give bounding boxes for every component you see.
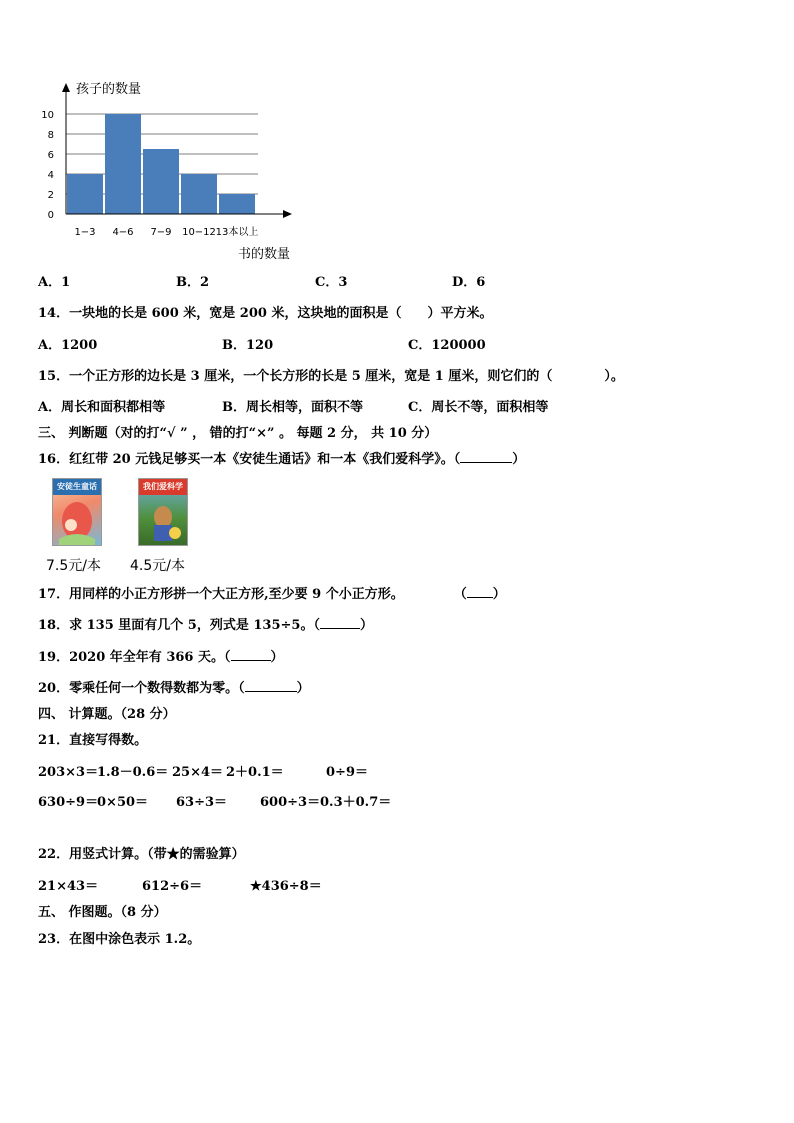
fairy-illustration — [53, 495, 101, 545]
q18-answer-blank[interactable] — [320, 616, 360, 629]
q17-answer-blank[interactable] — [467, 585, 493, 598]
q14-option-b[interactable]: B．120 — [222, 338, 274, 353]
x-axis-title: 书的数量 — [238, 247, 291, 260]
bar — [67, 174, 103, 214]
x-tick-label: 1−3 — [74, 227, 96, 238]
y-tick-label: 6 — [47, 150, 54, 161]
book2-price: 4.5元/本 — [130, 558, 185, 574]
cartoon-illustration — [139, 495, 187, 545]
bar-chart — [0, 75, 310, 260]
book1-cover-title: 安徒生童话 — [53, 479, 101, 495]
q19-line: 19．2020 年全年有 366 天。（ ） — [38, 650, 284, 665]
x-tick-label: 4−6 — [112, 227, 134, 238]
q21-expr-6: 630÷9＝ — [38, 795, 99, 810]
q15-option-b[interactable]: B．周长相等，面积不等 — [222, 400, 363, 415]
q17-line: 17．用同样的小正方形拼一个大正方形,至少要 9 个小正方形。 （ ） — [38, 587, 506, 602]
q13-option-c[interactable]: C．3 — [315, 275, 348, 290]
bar — [219, 194, 255, 214]
q13-option-d[interactable]: D．6 — [452, 275, 486, 290]
q19-text: 19．2020 年全年有 366 天。 — [38, 650, 224, 665]
x-axis-arrow — [283, 210, 292, 218]
x-tick-label: 7−9 — [150, 227, 172, 238]
q17-text: 17．用同样的小正方形拼一个大正方形,至少要 9 个小正方形。 — [38, 587, 404, 602]
q18-text: 18．求 135 里面有几个 5，列式是 135÷5。 — [38, 618, 314, 633]
y-tick-label: 2 — [47, 190, 54, 201]
q21-expr-3: 25×4＝ — [172, 765, 224, 780]
q15-option-a[interactable]: A．周长和面积都相等 — [38, 400, 166, 415]
x-tick-label: 13本以上 — [215, 227, 259, 238]
q21-expr-1: 203×3＝ — [38, 765, 99, 780]
book-cover-andersen — [52, 478, 102, 546]
q20-text: 20．零乘任何一个数得数都为零。 — [38, 681, 239, 696]
y-axis-title: 孩子的数量 — [76, 82, 142, 97]
book-cover-science — [138, 478, 188, 546]
q14-option-c[interactable]: C．120000 — [408, 338, 486, 353]
q23-text: 23．在图中涂色表示 1.2。 — [38, 932, 201, 947]
q21-expr-2: 1.8－0.6＝ — [97, 765, 169, 780]
y-tick-label: 8 — [47, 130, 54, 141]
q20-answer-blank[interactable] — [245, 679, 297, 692]
q16-answer-blank[interactable] — [460, 450, 512, 463]
q18-line: 18．求 135 里面有几个 5，列式是 135÷5。（ ） — [38, 618, 373, 633]
q21-expr-10: 0.3＋0.7＝ — [320, 795, 392, 810]
y-tick-label: 0 — [47, 210, 54, 221]
y-tick-label: 10 — [41, 110, 54, 121]
y-tick-label: 4 — [47, 170, 54, 181]
q21-expr-5: 0÷9＝ — [326, 765, 368, 780]
q22-expr-1: 21×43＝ — [38, 879, 99, 894]
x-tick-label: 10−12 — [182, 227, 216, 238]
q22-expr-3: ★436÷8＝ — [250, 879, 322, 894]
q14-text: 14．一块地的长是 600 米，宽是 200 米，这块地的面积是（ ）平方米。 — [38, 306, 493, 321]
section-3-heading: 三、 判断题（对的打“√ ” ， 错的打“×” 。 每题 2 分， 共 10 分） — [38, 426, 438, 441]
y-axis-arrow — [62, 83, 70, 92]
book1-price: 7.5元/本 — [46, 558, 101, 574]
q15-text: 15．一个正方形的边长是 3 厘米，一个长方形的长是 5 厘米，宽是 1 厘米，则它们的（ ）。 — [38, 369, 624, 384]
q22-text: 22．用竖式计算。（带★的需验算） — [38, 847, 245, 862]
q21-expr-7: 0×50＝ — [97, 795, 149, 810]
q21-expr-4: 2＋0.1＝ — [226, 765, 284, 780]
book2-cover-title: 我们爱科学 — [139, 479, 187, 495]
q14-option-a[interactable]: A．1200 — [38, 338, 98, 353]
section-4-heading: 四、 计算题。（28 分） — [38, 707, 176, 722]
section-5-heading: 五、 作图题。（8 分） — [38, 905, 167, 920]
bar — [181, 174, 217, 214]
bar — [143, 149, 179, 214]
q21-expr-8: 63÷3＝ — [176, 795, 228, 810]
q16-line: 16．红红带 20 元钱足够买一本《安徒生通话》和一本《我们爱科学》。（ ） — [38, 452, 526, 467]
q22-expr-2: 612÷6＝ — [142, 879, 203, 894]
bar — [105, 114, 141, 214]
q21-text: 21．直接写得数。 — [38, 733, 148, 748]
q15-option-c[interactable]: C．周长不等，面积相等 — [408, 400, 549, 415]
q21-expr-9: 600÷3＝ — [260, 795, 321, 810]
q13-option-a[interactable]: A．1 — [38, 275, 71, 290]
q20-line: 20．零乘任何一个数得数都为零。（ ） — [38, 681, 310, 696]
q13-option-b[interactable]: B．2 — [176, 275, 210, 290]
q16-text: 16．红红带 20 元钱足够买一本《安徒生通话》和一本《我们爱科学》。 — [38, 452, 454, 467]
q19-answer-blank[interactable] — [231, 648, 271, 661]
